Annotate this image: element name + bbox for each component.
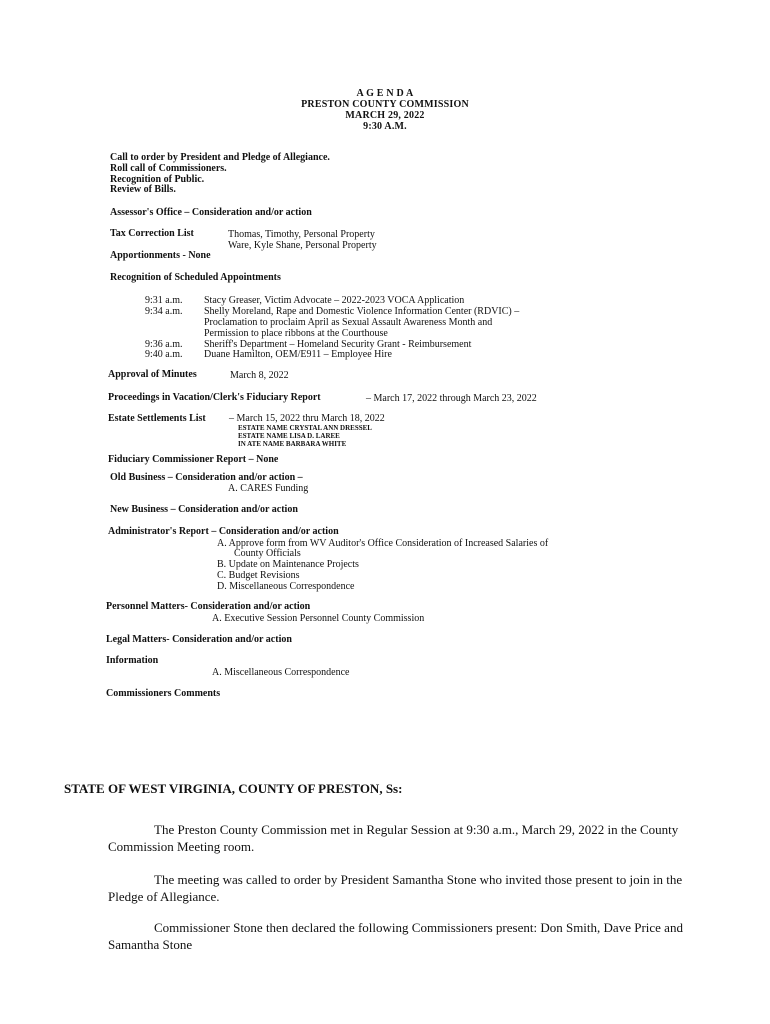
appointment-text: Proclamation to proclaim April as Sexual Assault Awareness Month and — [204, 317, 493, 328]
minutes-heading: STATE OF WEST VIRGINIA, COUNTY OF PRESTON, Ss: — [64, 781, 403, 796]
estate-name: IN ATE NAME BARBARA WHITE — [238, 440, 347, 448]
old-business: Old Business – Consideration and/or action – — [110, 472, 303, 483]
administrator-report: Administrator's Report – Consideration and/or action — [108, 526, 339, 537]
paragraph-text: The Preston County Commission met in Regular Session at 9:30 a.m., March 29, 2022 in the County Commission Meeting room. — [108, 822, 679, 854]
appointment-time: 9:34 a.m. — [145, 306, 183, 317]
tax-item: Ware, Kyle Shane, Personal Property — [228, 240, 377, 251]
information-item: A. Miscellaneous Correspondence — [212, 667, 350, 678]
old-business-item: A. CARES Funding — [228, 483, 309, 494]
paragraph-text: The meeting was called to order by President Samantha Stone who invited those present to join in the Pledge of Allegiance. — [108, 872, 683, 904]
agenda-item: Call to order by President and Pledge of Allegiance. — [110, 152, 330, 163]
commission-name: PRESTON COUNTY COMMISSION — [301, 99, 469, 110]
administrator-item: D. Miscellaneous Correspondence — [217, 581, 355, 592]
agenda-item: Review of Bills. — [110, 184, 176, 195]
estate-label: Estate Settlements List — [108, 413, 206, 424]
new-business: New Business – Consideration and/or action — [110, 504, 298, 515]
paragraph-text: Commissioner Stone then declared the following Commissioners present: Don Smith, Dave Price and Samantha Stone — [108, 920, 683, 952]
appointment-time: 9:40 a.m. — [145, 349, 183, 360]
information-heading: Information — [106, 655, 159, 666]
fiduciary-commissioner: Fiduciary Commissioner Report – None — [108, 454, 279, 465]
administrator-item: B. Update on Maintenance Projects — [217, 559, 359, 570]
tax-item: Thomas, Timothy, Personal Property — [228, 229, 375, 240]
appointment-time: 9:31 a.m. — [145, 295, 183, 306]
assessor-section: Assessor's Office – Consideration and/or action — [110, 207, 312, 218]
personnel-item: A. Executive Session Personnel County Commission — [212, 613, 425, 624]
appointment-text: Duane Hamilton, OEM/E911 – Employee Hire — [204, 349, 392, 360]
minutes-paragraph — [108, 871, 708, 905]
proceedings-value: – March 17, 2022 through March 23, 2022 — [366, 393, 537, 404]
agenda-item: Recognition of Public. — [110, 174, 205, 185]
estate-value: – March 15, 2022 thru March 18, 2022 — [229, 413, 385, 424]
appointment-text: Stacy Greaser, Victim Advocate – 2022-2023 VOCA Application — [204, 295, 465, 306]
administrator-item: C. Budget Revisions — [217, 570, 300, 581]
proceedings-label: Proceedings in Vacation/Clerk's Fiduciary Report — [108, 392, 321, 403]
agenda-heading: A G E N D A — [356, 88, 414, 99]
recognition-heading: Recognition of Scheduled Appointments — [110, 272, 281, 283]
minutes-paragraph — [108, 821, 708, 855]
agenda-time: 9:30 A.M. — [363, 121, 407, 132]
minutes-value: March 8, 2022 — [230, 370, 289, 381]
estate-name: ESTATE NAME CRYSTAL ANN DRESSEL — [238, 424, 372, 432]
minutes-label: Approval of Minutes — [108, 369, 197, 380]
appointment-time: 9:36 a.m. — [145, 339, 183, 350]
legal-matters: Legal Matters- Consideration and/or action — [106, 634, 292, 645]
appointment-text: Shelly Moreland, Rape and Domestic Violence Information Center (RDVIC) – — [204, 306, 520, 317]
personnel-matters: Personnel Matters- Consideration and/or action — [106, 601, 311, 612]
administrator-item: A. Approve form from WV Auditor's Office Consideration of Increased Salaries of — [217, 538, 549, 549]
agenda-date: MARCH 29, 2022 — [345, 110, 425, 121]
administrator-item: County Officials — [234, 548, 301, 559]
appointment-text: Sheriff's Department – Homeland Security Grant - Reimbursement — [204, 339, 472, 350]
minutes-paragraph — [108, 919, 708, 953]
appointment-text: Permission to place ribbons at the Courthouse — [204, 328, 388, 339]
tax-correction-label: Tax Correction List — [110, 228, 194, 239]
apportionments: Apportionments - None — [110, 250, 211, 261]
agenda-item: Roll call of Commissioners. — [110, 163, 227, 174]
commissioners-comments: Commissioners Comments — [106, 688, 221, 699]
estate-name: ESTATE NAME LISA D. LAREE — [238, 432, 340, 440]
